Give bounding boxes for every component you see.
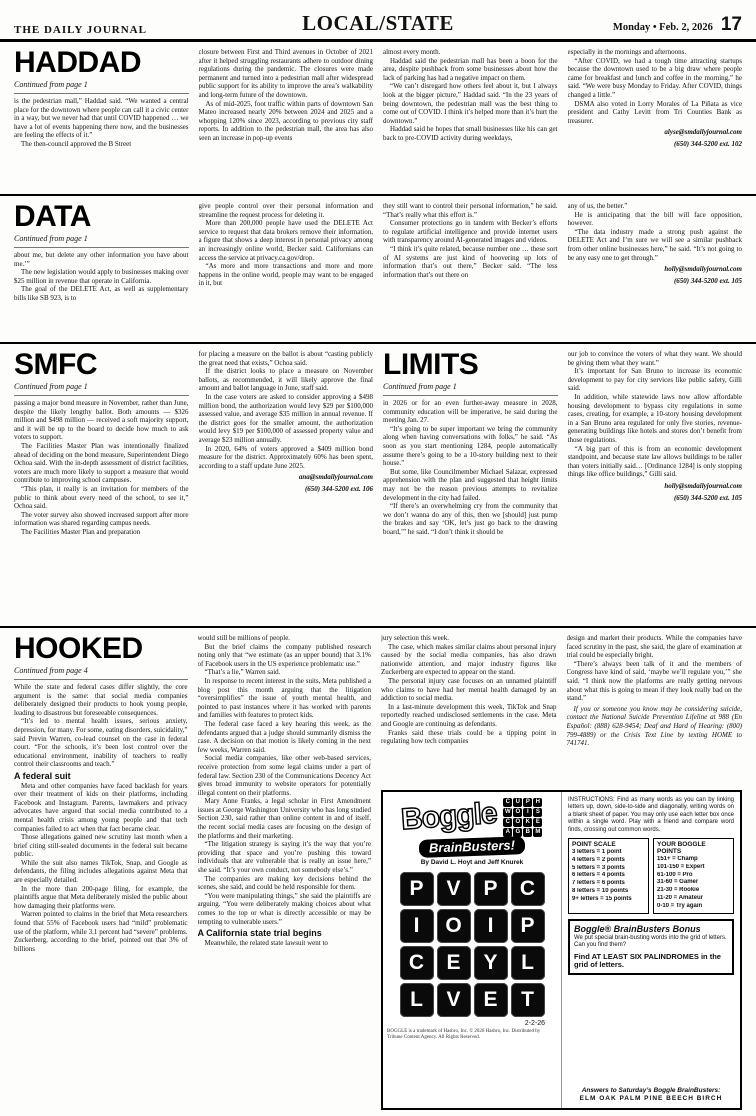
- column-text: [383, 48, 558, 143]
- letter-tile: S: [533, 808, 542, 817]
- letter-tile: I: [523, 808, 532, 817]
- paragraph: The federal case faced a key hearing this week, as the defendants argued that a judge should summarily dismiss the case. A decision on that motion is likely coming in the next few weeks, Warren said.: [197, 719, 371, 754]
- article-column: [199, 202, 374, 336]
- letter-tile: L: [400, 983, 434, 1017]
- paragraph: “A big part of this is from an economic development standpoint, and because state law allows buildings to be taller than voters initially said… [Ordinance 1284] is only stopping things like office buildings,” Gilli said.: [567, 444, 742, 479]
- paragraph: The companies are making key decisions behind the scenes, she said, and could be held responsible for them.: [197, 874, 371, 892]
- column-text: [383, 399, 558, 537]
- your-points-box: [653, 838, 734, 914]
- boggle-logo-row: [401, 797, 543, 837]
- column-text: [14, 97, 189, 149]
- continued-from: Continued from page 1: [14, 232, 189, 248]
- letter-row: [503, 807, 543, 817]
- article-column: [383, 350, 558, 620]
- paragraph: closure between First and Third avenues in October of 2021 after it helped struggling restaurants adhere to outdoor dining regulations during the pandemic. The closures were made permanent and turned into a pedestrian mall after widespread public support for its ability to improve the area’s walkability and long-term future of the downtown.: [198, 48, 373, 99]
- list-item: 101-150 = Expert: [657, 863, 705, 870]
- answers-words: ELM OAK PALM PINE BEECH BIRCH: [579, 1095, 723, 1102]
- paragraph: “As more and more transactions and more and more happens in the online world, people may want to be engaged in it, but: [198, 262, 373, 288]
- paragraph: is the pedestrian mall,” Haddad said. “We wanted a central place for the downtown where people can call it a civic center in a way, but we never had that until COVID happened … we have a lot of events happening there now, and the businesses are feeling the effects of it.”: [14, 97, 189, 140]
- letter-tile: T: [511, 983, 545, 1017]
- date-page-block: [527, 14, 742, 36]
- paragraph: In response to recent interest in the suits, Meta published a blog post this month arguing that the litigation “oversimplifies” the issue of youth mental health, and pointed to past instances where it has worked with parents and families with features to protect kids.: [197, 676, 371, 720]
- headline-haddad: HADDAD: [14, 48, 141, 79]
- letter-row: [398, 870, 546, 907]
- column-text: [199, 48, 374, 143]
- paragraph: The Facilities Master Plan and preparation: [21, 527, 141, 536]
- letter-row: [503, 817, 543, 827]
- score-row: [568, 838, 734, 914]
- paragraph: Those allegations gained new scrutiny last month when a brief citing still-sealed documents in the federal suit became public.: [14, 833, 188, 859]
- paragraph: More than 200,000 people have used the DELETE Act service to request that data brokers remove their information, a figure that shows a deep interest in personal privacy among an increasingly online world, Becker said. Californians can access the service at privacy.ca.gov/drop.: [198, 219, 373, 262]
- paragraph: The goal of the DELETE Act, as well as supplementary bills like SB 923, is to: [14, 285, 189, 302]
- byline-contact: (650) 344-5200 ext. 105: [673, 276, 742, 285]
- column-text: [14, 399, 189, 537]
- article-column: [568, 202, 743, 336]
- article-column: [14, 202, 189, 336]
- paragraph: in 2026 or for an even further-away measure in 2028, community education will be imperative, he said during the meeting Jan. 27.: [383, 399, 558, 425]
- paragraph: jury selection this week.: [381, 634, 450, 642]
- brainbusters-banner: BrainBusters!: [419, 836, 526, 858]
- paragraph: “It’s led to mental health issues, serious anxiety, depression, for many. For some, eating disorders, suicidality,” said Previn Warren, co-lead counsel on the case in federal court. “For the schools, it’s been lost control over the educational environment, inability of teachers to really control their classrooms and teach.”: [14, 717, 188, 769]
- headline-data: DATA: [14, 202, 91, 233]
- paragraph: As of mid-2025, foot traffic within parts of downtown San Mateo increased nearly 20% between 2024 and 2025 and a whopping 120% since 2023, according to previous city staff reports. In addition to the pedestrian mall, the area has also seen an increase in pop-up events: [198, 99, 373, 142]
- list-item: 3 letters = 1 point: [572, 849, 622, 856]
- paragraph: “You were manipulating things,” she said the plaintiffs are arguing. “You were deliberately making choices about what comes to the top or what is directly accessible or may be tempting to vulnerable users.”: [197, 891, 371, 926]
- letter-tile: G: [513, 828, 522, 837]
- list-item: 5 letters = 3 points: [572, 864, 625, 871]
- byline-contact: (650) 344-5200 ext. 105: [673, 493, 742, 502]
- article-column: [14, 350, 189, 620]
- letter-tile: C: [503, 798, 512, 807]
- list-item: 21-30 = Rookie: [657, 887, 700, 894]
- point-scale-title: POINT SCALE: [572, 841, 616, 849]
- byline-contact: ana@smdailyjournal.com: [298, 473, 373, 482]
- letter-tile: C: [511, 872, 545, 906]
- bonus-text: We put special brain-busting words into the grid of letters. Can you find them?: [574, 934, 727, 948]
- list-item: 11-20 = Amateur: [657, 895, 703, 902]
- list-item: 6 letters = 4 points: [572, 872, 625, 879]
- continued-from: Continued from page 4: [14, 664, 188, 680]
- article-hooked: [0, 628, 756, 1116]
- article-column: [381, 634, 557, 786]
- paragraph: passing a major bond measure in November, rather than June, despite the likely lengthy ballot. Both amounts — $326 million and $498 million — received a soft majority support, and it will be up to the board to decide how much to ask voters to support.: [14, 399, 189, 442]
- paragraph: “It’s going to be super important we bring the community along when having conversations with folks,” he said. “As soon as you start mentioning 1284, people automatically assume there’s going to be a 10-story building next to their house.”: [383, 424, 558, 468]
- paragraph: But the brief claims the company published research noting only that “we estimate (as an upper bound) that 3.1% of Facebook users in the US experience problematic use.”: [197, 642, 371, 668]
- letter-tile: M: [535, 829, 541, 835]
- headline-smfc: SMFC: [14, 350, 97, 381]
- column-text: [568, 202, 743, 285]
- continued-from: Continued from page 1: [14, 78, 189, 94]
- paragraph: Mary Anne Franks, a legal scholar in First Amendment issues at George Washington University who has long studied Section 230, said rather than online content in and of itself, the recent social media cases are focusing on the design of the platforms and their marketing.: [197, 797, 371, 840]
- byline-contact: holly@smdailyjournal.com: [664, 481, 742, 490]
- letter-row: [398, 981, 546, 1018]
- column-text: [567, 634, 743, 748]
- list-item: 7 letters = 6 points: [572, 880, 625, 887]
- paragraph: Consumer protections go in tandem with Becker’s efforts to regulate artificial intelligence and provide internet users with transparency around AI-generated images and videos.: [383, 219, 558, 245]
- paragraph: The case, which makes similar claims about personal injury caused by the social media companies, has also drawn nationwide attention, and major industry figures like Zuckerberg are expected to appear on the stand.: [381, 642, 557, 677]
- letter-row: [398, 907, 546, 944]
- column-text: [568, 48, 743, 149]
- column-text: [383, 202, 558, 279]
- masthead: [0, 0, 756, 42]
- byline-contact: (650) 344-5200 ext. 102: [673, 139, 742, 148]
- paragraph: almost every month.: [383, 48, 441, 56]
- letter-tile: O: [513, 818, 522, 827]
- column-text: [198, 634, 372, 947]
- letter-row: [503, 797, 543, 807]
- letter-tile: P: [400, 872, 434, 906]
- paragraph: “This plan, it really is an invitation for members of the public to think about every need of the school, to see it,” Ochoa said.: [14, 484, 189, 511]
- letter-tile: V: [437, 983, 471, 1017]
- paragraph: “We can’t disregard how others feel about it, but I always look at the bigger picture,” Haddad said. “In the 23 years of being downtown, the pedestrian mall was the best thing to come out of COVID. I think it’s helped more than it’s hurt the downtown.”: [383, 82, 558, 125]
- list-item: 8 letters = 10 points: [572, 888, 629, 895]
- column-text: [381, 634, 557, 746]
- article-column: [383, 48, 558, 188]
- paragraph: give people control over their personal information and streamline the request process for deleting it.: [198, 202, 373, 219]
- letter-tile: W: [504, 809, 511, 815]
- point-scale-box: [568, 838, 649, 914]
- right-columns: [381, 634, 742, 786]
- paragraph: Franks said these trials could be a tipping point in regulating how tech companies: [381, 728, 557, 746]
- article-data: [0, 196, 756, 344]
- paragraph: Warren pointed to claims in the brief that Meta researchers found that 55% of Facebook users had “mild” problematic use of the platform, while 3.1 percent had “severe” problems. Zuckerberg, according to the brief, pointed out that 3% of billions: [14, 910, 188, 953]
- paper-name: THE DAILY JOURNAL: [14, 24, 147, 36]
- letter-tile: I: [400, 909, 434, 943]
- list-item: 9+ letters = 15 points: [572, 895, 632, 902]
- letter-tile: L: [511, 946, 545, 980]
- paragraph: “The litigation strategy is saying it’s the way that you’re providing that space and you’re pushing this toward individuals that are vulnerable that is really an issue here,” she said. “It’s your own conduct, not somebody else’s.”: [197, 840, 371, 875]
- list-item: 0-10 = Try again: [657, 902, 703, 909]
- article-column: [567, 634, 743, 786]
- paragraph: Social media companies, like other web-based services, receive protection from some legal claims under a part of federal law. Section 230 of the Communications Decency Act gives broad immunity to website operators for potentially illegal content on their platforms.: [197, 754, 371, 797]
- paragraph: The Facilities Master Plan was intentionally finalized ahead of deciding on the bond measure, Superintendent Diego Ochoa said. With the in-depth assessment of district facilities, voters are much more likely to support a measure that would contribute to improving school campuses.: [14, 441, 189, 485]
- your-points-title: YOUR BOGGLE POINTS: [657, 841, 706, 856]
- letter-tile: I: [474, 909, 508, 943]
- boggle-right-panel: [561, 792, 740, 1108]
- letter-tile: Y: [474, 946, 508, 980]
- paragraph: would still be millions of people.: [197, 634, 291, 642]
- puzzle-instructions: INSTRUCTIONS: Find as many words as you can by linking letters up, down, side-to-side and diagonally, writing words on a blank sheet of paper. You may only use each letter box once within a single word. Play with a friend and compare word finds, crossing out common words.: [568, 797, 734, 833]
- paragraph: The personal injury case focuses on an unnamed plaintiff who claims to have had her mental health damaged by an addiction to social media.: [381, 676, 557, 703]
- paragraph: While the state and federal cases differ slightly, the core argument is the same: that social media companies deliberately designed their products to hook young people, leading to disastrous but foreseeable consequences.: [14, 683, 188, 717]
- answers-label: Answers to Saturday’s Boggle BrainBusters:: [581, 1087, 721, 1094]
- paragraph: Meanwhile, the related state lawsuit went to: [204, 938, 328, 947]
- paragraph: they still want to control their personal information,” he said. “That’s really what this effort is.”: [383, 202, 558, 219]
- byline-contact: (650) 344-5200 ext. 106: [304, 484, 373, 493]
- paragraph: It’s important for San Bruno to increase its economic development to pay for city services like public safety, Gilli said.: [567, 367, 742, 393]
- headline-hooked: HOOKED: [14, 634, 143, 665]
- bonus-box: [568, 919, 734, 975]
- article-column: [14, 634, 188, 1110]
- paragraph: In the case voters are asked to consider approving a $498 million bond, the authorization would levy $29 per $100,000 assessed value, and average $35 million in annual revenue. If the district goes for the smaller amount, the authorization would levy $19 per $100,000 of assessed property value and average $23 million annually.: [198, 392, 373, 444]
- paragraph: In addition, while statewide laws now allow affordable housing development to bypass city regulations in some cases, creating, for example, a 10-story housing development in a San Bruno area regulated for only five stories, revenue-generating buildings like hotels and stores don’t benefit from those regulations.: [567, 392, 742, 444]
- boggle-puzzle: [381, 790, 742, 1110]
- boggle-left-panel: [383, 792, 561, 1108]
- section-title: LOCAL/STATE: [302, 11, 454, 35]
- article-column: [199, 350, 374, 620]
- paragraph: “If there’s an overwhelming cry from the community that we don’t wanna do any of this, then we [should] just pump the brakes and say ‘OK, let’s just go back to the drawing board,’” he said. “I don’t think it should be: [383, 502, 558, 536]
- point-scale-list: [572, 849, 645, 904]
- previous-answers: [568, 1087, 734, 1103]
- puzzle-byline: By David L. Hoyt and Jeff Knurek: [420, 859, 524, 866]
- letter-tile: E: [437, 946, 471, 980]
- puzzle-date: 2-2-26: [524, 1020, 545, 1027]
- paragraph: But some, like Councilmember Michael Salazar, expressed apprehension with the plan and suggested that height limits may not be the reason previous attempts to revitalize development in the city had failed.: [383, 467, 558, 502]
- issue-date: Monday • Feb. 2, 2026: [612, 22, 713, 33]
- paragraph: Haddad said he hopes that small businesses like his can get back to pre-COVID activity during weekdays,: [383, 125, 558, 142]
- letter-tile: C: [503, 818, 512, 827]
- continued-from: Continued from page 1: [383, 380, 558, 396]
- paragraph: “That’s a lie,” Warren said.: [204, 668, 281, 677]
- paragraph: In a last-minute development this week, TikTok and Snap reportedly reached undisclosed settlements in the case. Meta and Google are continuing as defendants.: [381, 702, 557, 728]
- paragraph: design and market their products. While the companies have faced scrutiny in the past, she said, the glare of examination at trial could be especially bright.: [566, 634, 742, 660]
- paragraph: our job to convince the voters of what they want. We should be giving them what they want.”: [567, 350, 742, 367]
- trademark-text: BOGGLE is a trademark of Hasbro, Inc. © 2026 Hasbro, Inc. Distributed by Tribune Content Agency. All Rights Reserved.: [387, 1029, 541, 1040]
- column-text: [568, 350, 743, 502]
- letter-tile: E: [533, 818, 542, 827]
- paragraph: The new legislation would apply to businesses making over $25 million in revenue that operate in California.: [14, 268, 189, 285]
- letter-tile: B: [523, 828, 532, 837]
- paragraph: about me, but delete any other information you have about me.’”: [14, 251, 189, 268]
- boggle-logo: Boggle: [400, 796, 498, 837]
- letter-tile: E: [474, 983, 508, 1017]
- list-item: 4 letters = 2 points: [572, 856, 625, 863]
- column-text: [199, 202, 374, 288]
- paragraph: “The data industry made a strong push against the DELETE Act and I’m sure we will see a similar pushback from other online businesses here,” he said. “It’s not going to be any easy one to get through.”: [567, 227, 742, 262]
- list-item: 31-60 = Gamer: [657, 879, 699, 886]
- paragraph: He is anticipating that the bill will face opposition, however.: [567, 210, 742, 228]
- letter-tile: A: [503, 828, 512, 837]
- letter-tile: K: [523, 818, 532, 827]
- letter-tile: O: [513, 808, 522, 817]
- letter-tile: H: [533, 798, 542, 807]
- headline-limits: LIMITS: [383, 350, 479, 381]
- letter-tile: V: [437, 872, 471, 906]
- right-region: [381, 634, 742, 1110]
- article-column: [198, 634, 372, 1110]
- articles-smfc-limits: [0, 344, 756, 628]
- paragraph: “There’s always been talk of it and the members of Congress have kind of said, ‘maybe we’ll regulate you,’” she said. “I think now the platforms are really getting nervous about what this is going to mean if they look really bad on the stand.”: [566, 659, 742, 703]
- paragraph: In 2020, 64% of voters approved a $409 million bond measure for the district. Approximately 60% has been spent, according to a staff update June 2025.: [198, 444, 373, 470]
- list-item: 151+ = Champ: [657, 856, 698, 863]
- bonus-challenge: Find AT LEAST SIX PALINDROMES in the grid of letters.: [574, 951, 721, 970]
- article-column: [568, 350, 743, 620]
- ratings-list: [657, 856, 730, 911]
- column-text: [14, 251, 189, 303]
- paragraph: In the more than 200-page filing, for example, the plaintiffs argue that Meta deliberately misled the public about how damaging their platforms were.: [14, 884, 188, 910]
- letter-tile: O: [437, 909, 471, 943]
- letter-row: [398, 944, 546, 981]
- paragraph: especially in the mornings and afternoons.: [567, 48, 687, 56]
- byline-contact: holly@smdailyjournal.com: [664, 265, 742, 274]
- paragraph: “I think it’s quite related, because number one … these sort of AI systems are just kind of hoovering up lots of information that’s out there,” Becker said. “The less information that’s out there on: [383, 244, 558, 279]
- article-column: [199, 48, 374, 188]
- paragraph: for placing a measure on the ballot is about “casting publicly the great need that exists,” Ochoa said.: [198, 350, 373, 367]
- letter-tile: P: [523, 798, 532, 807]
- continued-from: Continued from page 1: [14, 380, 189, 396]
- paragraph: The voter survey also showed increased support after more information was shared regarding campus needs.: [14, 510, 189, 528]
- column-text: [14, 683, 188, 953]
- paragraph: Haddad said the pedestrian mall has been a boon for the area, despite pushback from some businesses about how the lack of parking has had a negative impact on them.: [383, 56, 558, 82]
- column-text: [199, 350, 374, 494]
- paragraph: Meta and other companies have faced backlash for years over their treatment of kids on their platforms, including Facebook and Instagram. Parents, lawmakers and privacy advocates have argued that social media contributed to a mental health crisis among young people and that tech companies failed to act when that fact became clear.: [14, 781, 188, 833]
- byline-contact: alyse@smdailyjournal.com: [664, 128, 742, 137]
- paragraph: DSMA also voted in Lorry Morales of La Piñata as vice president and Cathy Levitt from Tri Counties Bank as treasurer.: [567, 99, 742, 125]
- letter-tile: U: [513, 798, 522, 807]
- paragraph: If you or someone you know may be considering suicide, contact the National Suicide Prevention Lifeline at 988 (En Español: (888) 628-9454; Deaf and Hard of Hearing: (800) 799-4889) or the Crisis Text Line by texting HOME to 741741.: [566, 704, 742, 748]
- subheading: A federal suit: [14, 770, 71, 781]
- letter-tile: P: [511, 909, 545, 943]
- paragraph: any of us, the better.”: [567, 202, 628, 210]
- boggle-logo-grid: [503, 797, 543, 837]
- article-column: [568, 48, 743, 188]
- letter-row: [503, 827, 543, 837]
- paragraph: While the suit also names TikTok, Snap, and Google as defendants, the filing includes allegations against Meta that are especially detailed.: [14, 858, 188, 885]
- article-haddad: [0, 42, 756, 196]
- letter-tile: P: [474, 872, 508, 906]
- article-column: [383, 202, 558, 336]
- paragraph: “After COVID, we had a tough time attracting startups because the downtown used to be a big draw where people came for breakfast and lunch and coffee in the morning,” he said. “We were busy Monday to Friday. After COVID, things changed a little.”: [567, 56, 742, 99]
- page-number: 17: [720, 14, 742, 35]
- article-column: [14, 48, 189, 188]
- bonus-title: Boggle® BrainBusters Bonus: [574, 923, 701, 934]
- paragraph: The then-council approved the B Street: [21, 139, 132, 148]
- boggle-letter-grid: [398, 870, 546, 1018]
- list-item: 61-100 = Pro: [657, 871, 693, 878]
- subheading: A California state trial begins: [197, 928, 322, 939]
- letter-tile: C: [400, 946, 434, 980]
- paragraph: If the district looks to place a measure on November ballots, as recommended, it will likely approve the final amount and ballot language in June, staff said.: [198, 367, 373, 393]
